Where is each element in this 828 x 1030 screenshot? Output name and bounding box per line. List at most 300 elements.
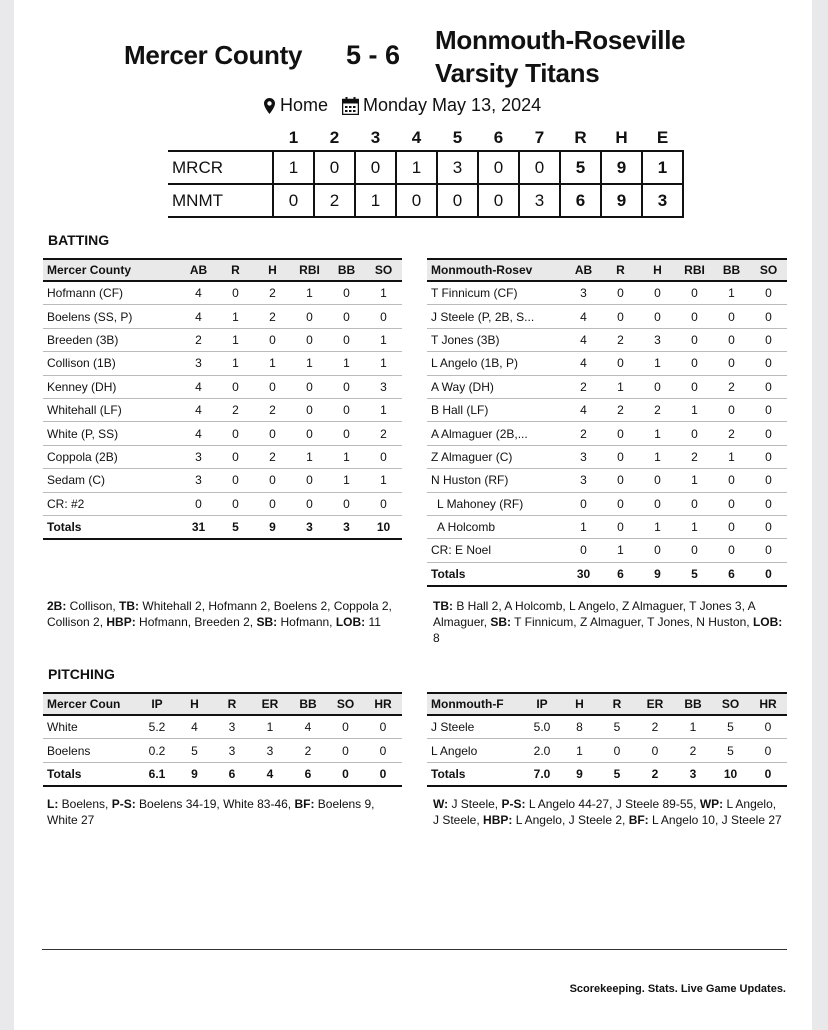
stat-cell: 5 (598, 715, 636, 739)
totals-cell: 6 (713, 562, 750, 586)
totals-row (427, 562, 787, 586)
stat-cell: 1 (713, 281, 750, 305)
linescore-row-away (168, 151, 683, 184)
stat-cell: 0 (328, 422, 365, 445)
stat-cell: 1 (365, 469, 402, 492)
footer-tagline: Scorekeeping. Stats. Live Game Updates. (569, 983, 786, 995)
stat-cell: 0 (328, 375, 365, 398)
stat-cell: 0 (713, 398, 750, 421)
team-column-header: Monmouth-F (427, 693, 523, 715)
note-label: L: (47, 797, 59, 811)
stat-cell: 3 (180, 352, 217, 375)
stat-cell: 4 (180, 398, 217, 421)
note-text: T Finnicum, Z Almaguer, T Jones, N Huston, (511, 615, 753, 629)
stat-cell: 1 (676, 469, 713, 492)
stat-column-header: H (639, 259, 676, 281)
stat-cell: 0 (750, 352, 787, 375)
totals-row (43, 515, 402, 539)
note-text: Boelens, (58, 797, 112, 811)
player-name: Boelens (43, 739, 138, 762)
stat-cell: 0 (750, 515, 787, 538)
stat-cell: 2 (639, 398, 676, 421)
stat-cell: 1 (365, 398, 402, 421)
batter-row (43, 352, 402, 375)
final-score: 5 - 6 (346, 40, 401, 70)
stat-cell: 0 (639, 375, 676, 398)
totals-cell: 3 (291, 515, 328, 539)
batter-row (43, 469, 402, 492)
stat-cell: 2 (565, 375, 602, 398)
stat-cell: 0 (749, 739, 787, 762)
linescore-team: MRCR (168, 151, 273, 184)
note-label: LOB: (752, 615, 783, 629)
stat-column-header: H (254, 259, 291, 281)
stat-cell: 0 (180, 492, 217, 515)
stat-column-header: BB (328, 259, 365, 281)
stat-cell: 1 (674, 715, 712, 739)
totals-row (43, 762, 402, 786)
stat-cell: 3 (565, 445, 602, 468)
totals-cell: 30 (565, 562, 602, 586)
stat-cell: 2 (676, 445, 713, 468)
pitcher-row (43, 715, 402, 739)
stat-cell: 5 (712, 739, 749, 762)
stat-cell: 0 (602, 352, 639, 375)
note-label: LOB: (335, 615, 366, 629)
note-text: J Steele, (448, 797, 502, 811)
player-name: T Finnicum (CF) (427, 281, 565, 305)
linescore-header: 5 (452, 128, 463, 147)
stat-column-header: BB (289, 693, 327, 715)
batter-row (427, 305, 787, 328)
stat-cell: 0 (713, 328, 750, 351)
stat-column-header: R (602, 259, 639, 281)
stat-column-header: BB (674, 693, 712, 715)
stat-column-header: R (217, 259, 254, 281)
batter-row (427, 398, 787, 421)
stat-cell: 0 (565, 492, 602, 515)
stat-cell: 2 (217, 398, 254, 421)
batter-row (43, 375, 402, 398)
stat-cell: 2.0 (523, 739, 561, 762)
totals-label: Totals (427, 762, 523, 786)
totals-label: Totals (43, 762, 138, 786)
stat-cell: 0 (639, 539, 676, 562)
note-label: TB: (433, 599, 453, 613)
player-name: Collison (1B) (43, 352, 180, 375)
note-text: L Angelo 10, J Steele 27 (648, 813, 782, 827)
linescore-header: 1 (288, 128, 299, 147)
note-text: Whitehall 2, Hofmann 2, Boelens 2, Coppola 2, Collison 2, (47, 599, 392, 629)
stat-cell: 4 (180, 422, 217, 445)
totals-cell: 0 (750, 562, 787, 586)
stat-cell: 0 (676, 281, 713, 305)
location-label: Home (280, 95, 329, 115)
stat-cell: 1 (365, 352, 402, 375)
stat-cell: 1 (639, 445, 676, 468)
stat-cell: 1 (639, 515, 676, 538)
batter-row (43, 305, 402, 328)
note-text: Boelens 9, White 27 (47, 797, 375, 827)
stat-cell: 4 (180, 375, 217, 398)
stat-cell: 0 (639, 305, 676, 328)
home-batting-table (427, 258, 787, 587)
totals-label: Totals (43, 515, 180, 539)
linescore-cell: 3 (519, 184, 560, 217)
stat-column-header: ER (251, 693, 289, 715)
stat-cell: 0 (217, 422, 254, 445)
stat-column-header: AB (565, 259, 602, 281)
stat-cell: 0 (602, 492, 639, 515)
stat-cell: 0 (639, 492, 676, 515)
linescore-cell: 0 (396, 184, 437, 217)
stats-header-row (43, 693, 402, 715)
player-name: Z Almaguer (C) (427, 445, 565, 468)
stat-cell: 2 (289, 739, 327, 762)
batter-row (43, 492, 402, 515)
stat-cell: 3 (251, 739, 289, 762)
note-label: BF: (294, 797, 315, 811)
linescore-team: MNMT (168, 184, 273, 217)
stat-cell: 1 (328, 469, 365, 492)
stat-cell: 0 (364, 715, 402, 739)
stat-cell: 0 (217, 445, 254, 468)
linescore-team-header (168, 126, 273, 151)
stat-cell: 0 (598, 739, 636, 762)
batter-row (43, 445, 402, 468)
totals-row (427, 762, 787, 786)
stat-cell: 3 (180, 445, 217, 468)
note-label: W: (433, 797, 449, 811)
stat-cell: 0 (750, 445, 787, 468)
home-pitching-table (427, 692, 787, 787)
totals-cell: 4 (251, 762, 289, 786)
totals-label: Totals (427, 562, 565, 586)
stat-cell: 0 (750, 422, 787, 445)
home-team-name-line2: Varsity Titans (435, 58, 600, 88)
stat-cell: 0 (254, 422, 291, 445)
stat-column-header: H (176, 693, 213, 715)
stat-cell: 0 (328, 492, 365, 515)
batter-row (43, 281, 402, 305)
linescore-cell: 0 (478, 184, 519, 217)
linescore-row-home (168, 184, 683, 217)
stat-column-header: RBI (291, 259, 328, 281)
stat-cell: 2 (602, 398, 639, 421)
player-name: J Steele (P, 2B, S... (427, 305, 565, 328)
totals-cell: 31 (180, 515, 217, 539)
player-name: White (P, SS) (43, 422, 180, 445)
linescore-header: 7 (534, 128, 545, 147)
stat-cell: 1 (676, 515, 713, 538)
batter-row (427, 469, 787, 492)
stat-cell: 2 (254, 398, 291, 421)
batter-row (427, 281, 787, 305)
linescore-errors: 1 (642, 151, 683, 184)
stat-cell: 0 (750, 398, 787, 421)
stat-cell: 0 (676, 352, 713, 375)
stat-cell: 1 (328, 352, 365, 375)
note-text: L Angelo 44-27, J Steele 89-55, (525, 797, 700, 811)
home-team-name (435, 24, 685, 90)
note-label: 2B: (47, 599, 67, 613)
stat-cell: 2 (254, 445, 291, 468)
linescore-cell: 1 (273, 151, 314, 184)
stat-cell: 0 (602, 445, 639, 468)
stat-cell: 0 (676, 422, 713, 445)
totals-cell: 6 (602, 562, 639, 586)
stat-column-header: AB (180, 259, 217, 281)
player-name: Kenney (DH) (43, 375, 180, 398)
linescore-header: 4 (411, 128, 422, 147)
stat-cell: 1 (217, 352, 254, 375)
stat-cell: 2 (674, 739, 712, 762)
stat-cell: 4 (176, 715, 213, 739)
stat-cell: 2 (713, 422, 750, 445)
player-name: Sedam (C) (43, 469, 180, 492)
batter-row (427, 352, 787, 375)
linescore-runs: 6 (560, 184, 601, 217)
stat-column-header: H (561, 693, 598, 715)
stat-cell: 0 (602, 469, 639, 492)
player-name: CR: #2 (43, 492, 180, 515)
linescore-cell: 3 (437, 151, 478, 184)
stat-cell: 0 (217, 469, 254, 492)
stat-column-header: RBI (676, 259, 713, 281)
stat-cell: 0 (328, 398, 365, 421)
stat-cell: 1 (676, 398, 713, 421)
stat-cell: 3 (565, 281, 602, 305)
stat-cell: 2 (713, 375, 750, 398)
batter-row (43, 398, 402, 421)
stat-cell: 0 (291, 305, 328, 328)
stat-cell: 0 (602, 422, 639, 445)
player-name: Hofmann (CF) (43, 281, 180, 305)
stat-cell: 0 (602, 305, 639, 328)
stat-cell: 0 (713, 492, 750, 515)
stat-cell: 1 (291, 281, 328, 305)
linescore-cell: 2 (314, 184, 355, 217)
stat-column-header: IP (138, 693, 176, 715)
stat-cell: 0 (328, 328, 365, 351)
stat-column-header: ER (636, 693, 674, 715)
stat-cell: 5.2 (138, 715, 176, 739)
player-name: T Jones (3B) (427, 328, 565, 351)
batter-row (427, 328, 787, 351)
stat-cell: 0 (713, 469, 750, 492)
stat-cell: 0 (328, 305, 365, 328)
totals-cell: 9 (561, 762, 598, 786)
note-text: Hofmann, (277, 615, 336, 629)
linescore-cell: 1 (396, 151, 437, 184)
stat-column-header: SO (365, 259, 402, 281)
stat-column-header: SO (327, 693, 364, 715)
stat-cell: 3 (365, 375, 402, 398)
stat-cell: 0 (750, 305, 787, 328)
note-text: 11 (365, 615, 381, 629)
stat-cell: 0 (254, 492, 291, 515)
note-text: Boelens 34-19, White 83-46, (135, 797, 295, 811)
stat-column-header: IP (523, 693, 561, 715)
stat-cell: 0 (676, 539, 713, 562)
linescore-cell: 0 (478, 151, 519, 184)
stat-cell: 0 (676, 305, 713, 328)
stat-cell: 1 (639, 422, 676, 445)
stat-cell: 4 (289, 715, 327, 739)
totals-cell: 3 (328, 515, 365, 539)
stat-cell: 2 (254, 281, 291, 305)
stat-cell: 2 (602, 328, 639, 351)
stat-cell: 1 (217, 328, 254, 351)
stat-cell: 0 (254, 375, 291, 398)
batter-row (427, 492, 787, 515)
note-label: HBP: (483, 813, 513, 827)
stat-cell: 0 (676, 328, 713, 351)
totals-cell: 0 (327, 762, 364, 786)
totals-cell: 5 (676, 562, 713, 586)
stat-column-header: HR (749, 693, 787, 715)
stat-cell: 1 (639, 352, 676, 375)
linescore-header: 3 (370, 128, 381, 147)
totals-cell: 2 (636, 762, 674, 786)
away-pitching-table (43, 692, 402, 787)
player-name: Whitehall (LF) (43, 398, 180, 421)
stat-column-header: R (598, 693, 636, 715)
linescore-cell: 0 (519, 151, 560, 184)
stat-cell: 4 (565, 305, 602, 328)
stat-cell: 0 (254, 328, 291, 351)
pitcher-row (427, 715, 787, 739)
stat-cell: 0 (713, 539, 750, 562)
stat-cell: 0 (364, 739, 402, 762)
stat-cell: 0 (365, 305, 402, 328)
stat-cell: 1 (713, 445, 750, 468)
team-column-header: Mercer Coun (43, 693, 138, 715)
batting-section-title: BATTING (48, 232, 110, 248)
stat-cell: 4 (565, 328, 602, 351)
stats-header-row (43, 259, 402, 281)
stat-cell: 0 (602, 281, 639, 305)
totals-cell: 6 (213, 762, 251, 786)
stat-cell: 4 (565, 398, 602, 421)
stat-cell: 0 (327, 715, 364, 739)
footer-divider (42, 949, 787, 950)
player-name: A Holcomb (427, 515, 565, 538)
totals-cell: 0 (749, 762, 787, 786)
home-batting-notes (433, 598, 783, 646)
linescore-errors: 3 (642, 184, 683, 217)
totals-cell: 0 (364, 762, 402, 786)
stats-header-row (427, 259, 787, 281)
totals-cell: 6 (289, 762, 327, 786)
linescore-hits: 9 (601, 184, 642, 217)
home-pitching-notes (433, 796, 783, 828)
player-name: A Almaguer (2B,... (427, 422, 565, 445)
linescore-cell: 1 (355, 184, 396, 217)
pitcher-row (43, 739, 402, 762)
batter-row (43, 422, 402, 445)
stat-column-header: BB (713, 259, 750, 281)
note-label: SB: (490, 615, 512, 629)
linescore-header: E (656, 128, 669, 147)
stat-cell: 3 (213, 715, 251, 739)
stat-cell: 0 (291, 375, 328, 398)
team-column-header: Monmouth-Rosev (427, 259, 565, 281)
linescore-header: H (615, 128, 628, 147)
linescore-cell: 0 (437, 184, 478, 217)
note-label: P-S: (501, 797, 526, 811)
linescore-runs: 5 (560, 151, 601, 184)
player-name: Boelens (SS, P) (43, 305, 180, 328)
linescore-cell: 0 (273, 184, 314, 217)
note-label: TB: (119, 599, 140, 613)
stat-cell: 0 (676, 375, 713, 398)
player-name: Coppola (2B) (43, 445, 180, 468)
stat-cell: 0 (750, 539, 787, 562)
stat-cell: 0 (291, 422, 328, 445)
stat-cell: 4 (180, 281, 217, 305)
stat-cell: 0 (291, 492, 328, 515)
player-name: CR: E Noel (427, 539, 565, 562)
stat-cell: 8 (561, 715, 598, 739)
totals-cell: 9 (254, 515, 291, 539)
stat-cell: 0 (713, 515, 750, 538)
stat-cell: 0 (636, 739, 674, 762)
player-name: A Way (DH) (427, 375, 565, 398)
stat-cell: 3 (639, 328, 676, 351)
away-batting-table (43, 258, 402, 540)
stat-cell: 0 (254, 469, 291, 492)
stat-cell: 3 (180, 469, 217, 492)
game-date: Monday May 13, 2024 (363, 95, 542, 115)
stat-cell: 0 (291, 469, 328, 492)
note-text: L Angelo, J Steele 2, (512, 813, 629, 827)
totals-cell: 10 (712, 762, 749, 786)
stat-cell: 0 (639, 469, 676, 492)
stat-cell: 0 (750, 281, 787, 305)
linescore-header-row (168, 126, 683, 151)
note-text: Collison, (66, 599, 120, 613)
note-text: Hofmann, Breeden 2, (135, 615, 257, 629)
stat-cell: 0 (750, 328, 787, 351)
stat-cell: 0 (713, 305, 750, 328)
linescore-table (168, 126, 684, 218)
stat-cell: 5 (712, 715, 749, 739)
stat-cell: 4 (180, 305, 217, 328)
stat-column-header: SO (712, 693, 749, 715)
stat-cell: 0 (750, 469, 787, 492)
stat-cell: 0 (327, 739, 364, 762)
pitching-section-title: PITCHING (48, 666, 115, 682)
player-name: Breeden (3B) (43, 328, 180, 351)
stat-cell: 2 (180, 328, 217, 351)
batter-row (427, 539, 787, 562)
linescore-header: 6 (493, 128, 504, 147)
stat-cell: 1 (561, 739, 598, 762)
player-name: B Hall (LF) (427, 398, 565, 421)
away-batting-notes (47, 598, 402, 630)
note-text: B Hall 2, A Holcomb, L Angelo, Z Almaguer, T Jones 3, A Almaguer, (433, 599, 755, 629)
stat-cell: 2 (636, 715, 674, 739)
stat-cell: 3 (565, 469, 602, 492)
stat-cell: 0 (217, 375, 254, 398)
note-text: 8 (433, 631, 440, 645)
stat-cell: 1 (328, 445, 365, 468)
stat-cell: 1 (251, 715, 289, 739)
stat-cell: 0 (217, 492, 254, 515)
linescore-cell: 0 (355, 151, 396, 184)
note-text: L Angelo, J Steele, (433, 797, 777, 827)
